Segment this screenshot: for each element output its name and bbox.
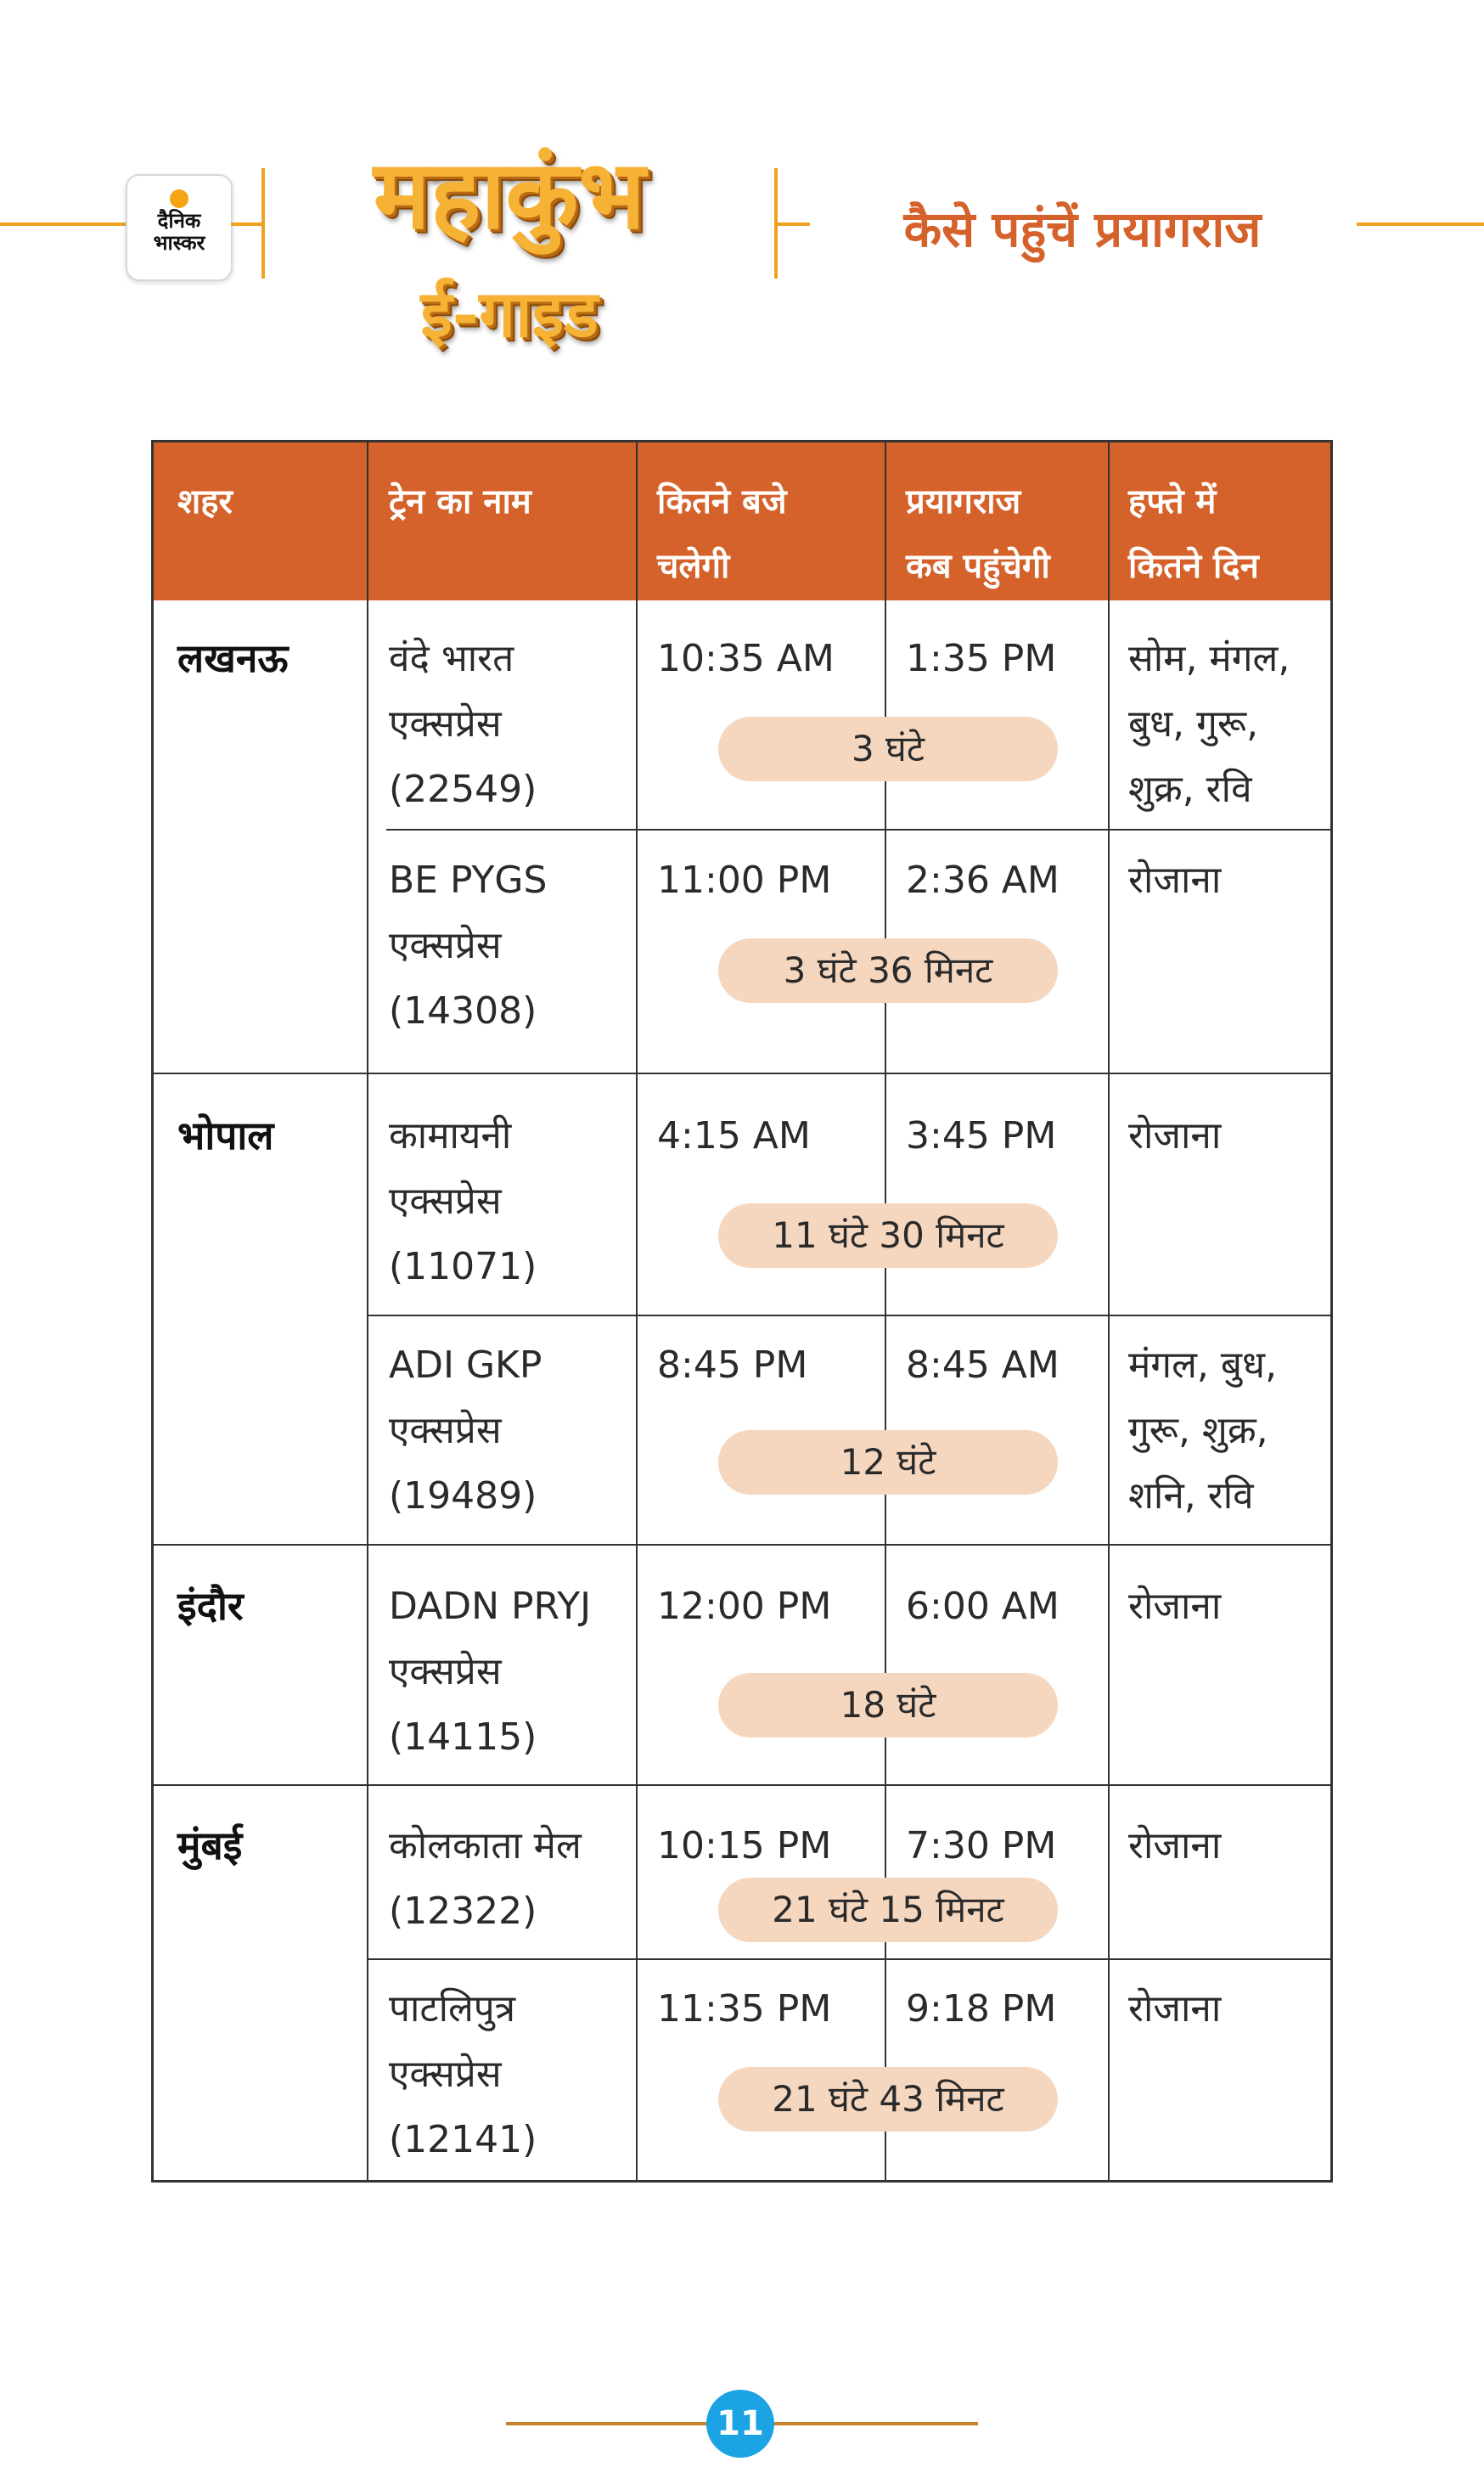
- depart-time: 11:35 PM: [657, 1987, 832, 2031]
- mahakumbh-title: महाकुंभ: [373, 139, 646, 251]
- depart-time: 10:15 PM: [657, 1824, 832, 1867]
- train-name: BE PYGS एक्सप्रेस (14308): [389, 859, 548, 1033]
- duration-pill: 12 घंटे: [718, 1430, 1058, 1495]
- city-mumbai: मुंबई: [177, 1822, 243, 1868]
- duration-pill: 3 घंटे 36 मिनट: [718, 938, 1058, 1003]
- arrive-time: 8:45 AM: [906, 1343, 1060, 1387]
- train-name: कामायनी एक्सप्रेस (11071): [389, 1114, 537, 1288]
- col-header-arrive: प्रयागराज कब पहुंचेगी: [906, 482, 1050, 586]
- depart-time: 12:00 PM: [657, 1585, 832, 1628]
- depart-time: 10:35 AM: [657, 637, 835, 680]
- depart-time: 11:00 PM: [657, 859, 832, 902]
- group-divider: [154, 1073, 1330, 1074]
- row-divider: [367, 1315, 1330, 1316]
- run-days: रोजाना: [1128, 1585, 1222, 1628]
- header-right-connector: [778, 222, 810, 226]
- train-table: [151, 440, 1333, 2183]
- duration-pill: 11 घंटे 30 मिनट: [718, 1203, 1058, 1268]
- city-bhopal: भोपाल: [177, 1112, 274, 1158]
- city-indore: इंदौर: [177, 1583, 244, 1629]
- arrive-time: 3:45 PM: [906, 1114, 1057, 1158]
- group-divider: [154, 1544, 1330, 1546]
- duration-pill: 21 घंटे 43 मिनट: [718, 2067, 1058, 2132]
- run-days: सोम, मंगल, बुध, गुरू, शुक्र, रवि: [1128, 637, 1290, 811]
- col-header-train: ट्रेन का नाम: [389, 482, 531, 521]
- group-divider: [154, 1784, 1330, 1786]
- train-name: ADI GKP एक्सप्रेस (19489): [389, 1343, 542, 1518]
- depart-time: 8:45 PM: [657, 1343, 808, 1387]
- arrive-time: 2:36 AM: [906, 859, 1060, 902]
- header-divider-left: [261, 168, 265, 279]
- train-name: वंदे भारत एक्सप्रेस (22549): [389, 637, 537, 811]
- col-header-depart: कितने बजे चलेगी: [657, 482, 787, 586]
- e-guide-subtitle: ई-गाइड: [420, 276, 599, 352]
- col-divider: [367, 442, 368, 2180]
- duration-pill: 3 घंटे: [718, 717, 1058, 781]
- logo-text-line1: दैनिक: [157, 209, 201, 233]
- logo-text-line2: भास्कर: [153, 231, 205, 255]
- col-header-city: शहर: [177, 482, 233, 521]
- duration-pill: 18 घंटे: [718, 1673, 1058, 1738]
- run-days: रोजाना: [1128, 1824, 1222, 1867]
- row-divider: [367, 1958, 1330, 1960]
- arrive-time: 9:18 PM: [906, 1987, 1057, 2031]
- row-divider: [386, 829, 1330, 831]
- run-days: मंगल, बुध, गुरू, शुक्र, शनि, रवि: [1128, 1343, 1278, 1518]
- sun-icon: [170, 189, 188, 208]
- header-left-connector: [231, 222, 261, 226]
- train-name: कोलकाता मेल (12322): [389, 1824, 582, 1933]
- arrive-time: 1:35 PM: [906, 637, 1057, 680]
- arrive-time: 6:00 AM: [906, 1585, 1060, 1628]
- table-header-row: [154, 442, 1330, 600]
- run-days: रोजाना: [1128, 1114, 1222, 1158]
- arrive-time: 7:30 PM: [906, 1824, 1057, 1867]
- run-days: रोजाना: [1128, 1987, 1222, 2031]
- train-name: DADN PRYJ एक्सप्रेस (14115): [389, 1585, 592, 1759]
- page-number-badge: 11: [706, 2390, 774, 2458]
- city-lucknow: लखनऊ: [177, 635, 289, 681]
- col-divider: [636, 442, 638, 2180]
- run-days: रोजाना: [1128, 859, 1222, 902]
- depart-time: 4:15 AM: [657, 1114, 811, 1158]
- header-right-line: [1357, 222, 1484, 226]
- col-divider: [1108, 442, 1110, 2180]
- duration-pill: 21 घंटे 15 मिनट: [718, 1878, 1058, 1942]
- page-heading: कैसे पहुंचें प्रयागराज: [903, 200, 1262, 258]
- dainik-bhaskar-logo: [126, 174, 233, 281]
- header-left-line: [0, 222, 126, 226]
- train-name: पाटलिपुत्र एक्सप्रेस (12141): [389, 1987, 537, 2161]
- col-header-days: हफ्ते में कितने दिन: [1128, 482, 1259, 586]
